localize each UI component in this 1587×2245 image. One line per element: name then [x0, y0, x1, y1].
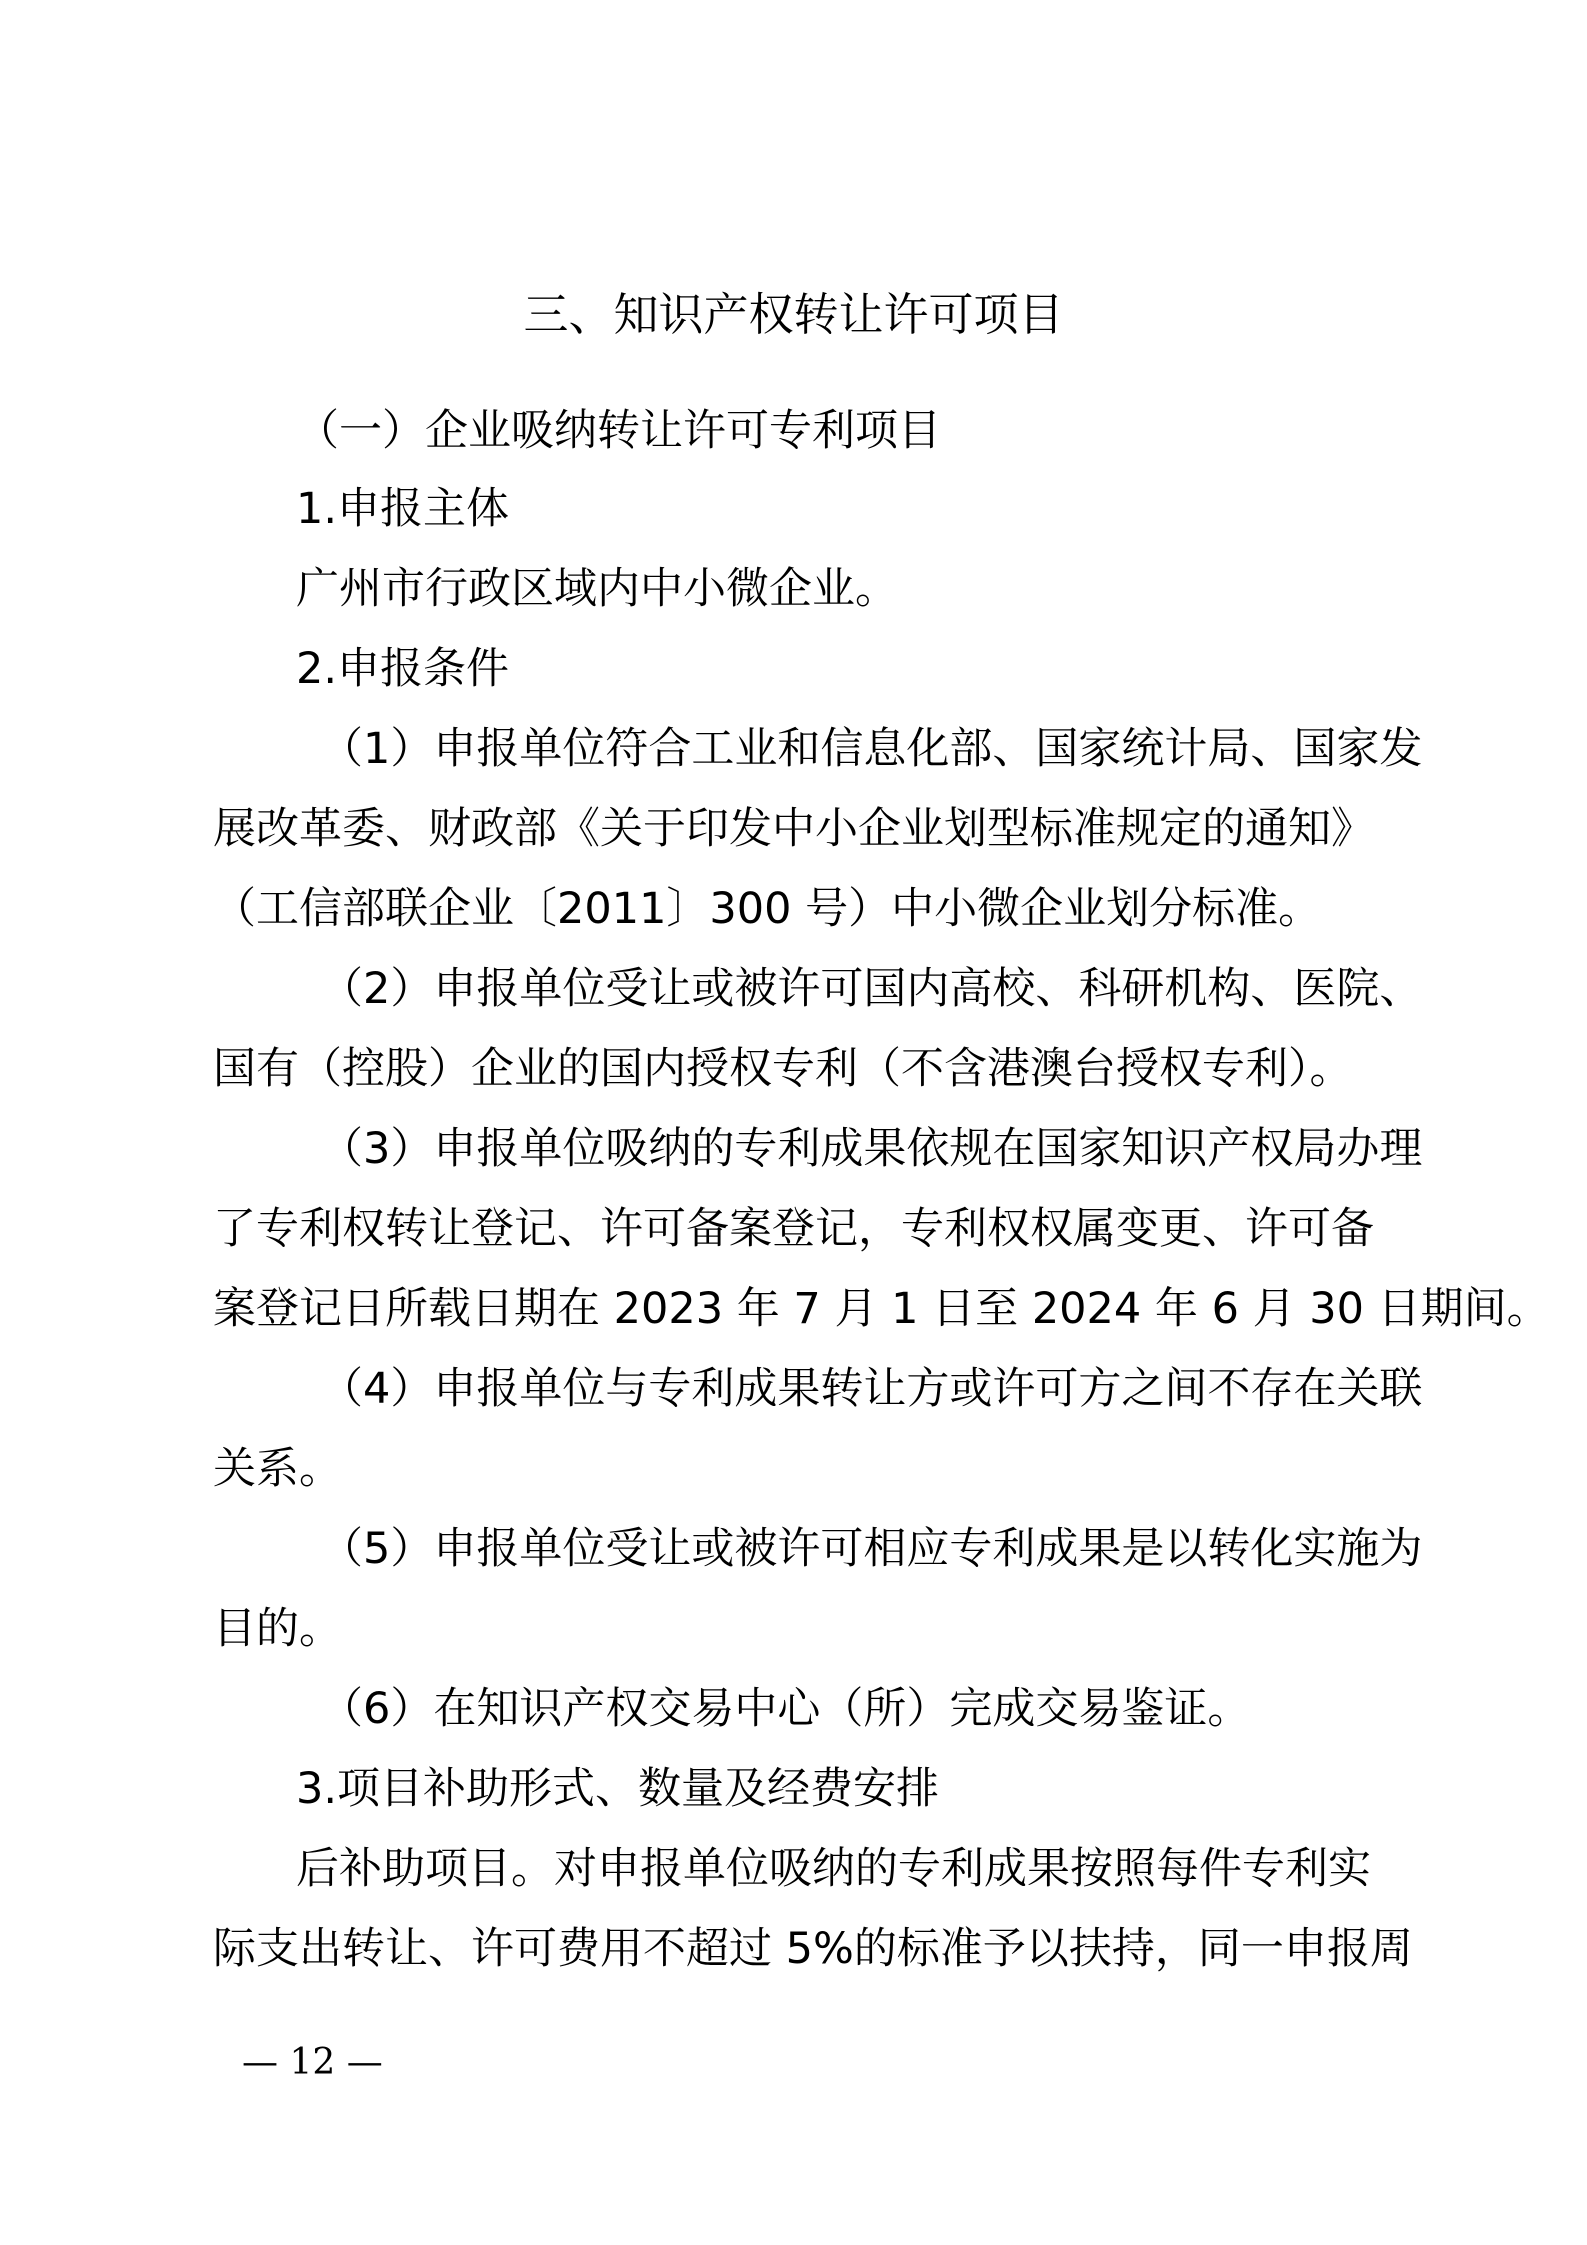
item3-heading: 3.项目补助形式、数量及经费安排 [296, 1764, 940, 1814]
condition-2-line-2: 国有（控股）企业的国内授权专利（不含港澳台授权专利）。 [213, 1044, 1353, 1094]
item1-body: 广州市行政区域内中小微企业。 [296, 564, 898, 614]
condition-3-line-1: （3）申报单位吸纳的专利成果依规在国家知识产权局办理 [320, 1124, 1423, 1174]
condition-4-line-1: （4）申报单位与专利成果转让方或许可方之间不存在关联 [320, 1364, 1423, 1414]
section-heading: （一）企业吸纳转让许可专利项目 [296, 406, 941, 456]
condition-3-line-2: 了专利权转让登记、许可备案登记，专利权权属变更、许可备 [213, 1204, 1374, 1254]
condition-6-line-1: （6）在知识产权交易中心（所）完成交易鉴证。 [320, 1684, 1251, 1734]
condition-1-line-2: 展改革委、财政部《关于印发中小企业划型标准规定的通知》 [213, 804, 1374, 854]
condition-5-line-2: 目的。 [213, 1604, 342, 1654]
condition-5-line-1: （5）申报单位受让或被许可相应专利成果是以转化实施为 [320, 1524, 1423, 1574]
item3-line-1: 后补助项目。对申报单位吸纳的专利成果按照每件专利实 [296, 1844, 1371, 1894]
condition-3-line-3: 案登记日所载日期在 2023 年 7 月 1 日至 2024 年 6 月 30 日期间。 [213, 1284, 1550, 1334]
item3-line-2: 际支出转让、许可费用不超过 5%的标准予以扶持，同一申报周 [213, 1924, 1413, 1974]
condition-1-line-3: （工信部联企业〔2011〕300 号）中小微企业划分标准。 [213, 884, 1322, 934]
condition-4-line-2: 关系。 [213, 1444, 342, 1494]
page-title: 三、知识产权转让许可项目 [523, 288, 1064, 341]
page-number: — 12 — [242, 2042, 383, 2083]
item1-heading: 1.申报主体 [296, 484, 510, 534]
item2-heading: 2.申报条件 [296, 644, 510, 694]
condition-1-line-1: （1）申报单位符合工业和信息化部、国家统计局、国家发 [320, 724, 1423, 774]
condition-2-line-1: （2）申报单位受让或被许可国内高校、科研机构、医院、 [320, 964, 1423, 1014]
